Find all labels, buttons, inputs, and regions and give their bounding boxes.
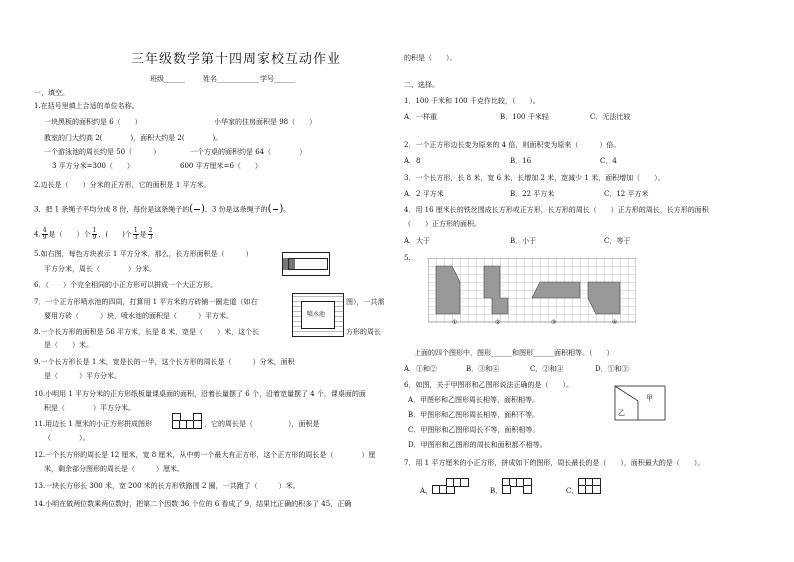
q1-1f: 3 平方分米=300（ ） <box>52 162 134 170</box>
q1-14b: 的积是（ ）。 <box>404 54 457 62</box>
q1-4 <box>34 228 154 241</box>
shape-label-2: ② <box>495 319 501 326</box>
section2-heading: 二、选择。 <box>404 81 439 89</box>
q2-5: 5. <box>404 254 411 262</box>
pool-center <box>301 301 335 329</box>
q1-7a: 7．一个正方形喷水池的四周，打算用 1 平方米的方砖铺一圈走道（如右 <box>34 298 258 306</box>
pool-figure <box>292 293 344 337</box>
q1-8b: 方形的周长 <box>346 328 381 336</box>
q1-14a: 14.小明在做两位数乘两位数时，把第二个因数 36 个位的 6 看成了 9，结果比正确的积多了 45，正确 <box>34 500 352 508</box>
class-field: 班级______ <box>150 75 185 83</box>
q1-4-text-c: ，( )个 <box>98 230 132 239</box>
q2-1-option-b: B．100 千米轻 <box>500 113 549 121</box>
q1-9a: 9.一个长方形长是 1 米，宽是长的一半，这个长方形的周长是（ ）分米，面积 <box>34 358 295 366</box>
q2-6-option-d: D．甲图形和乙图形的周长和面积都不相等。 <box>408 441 547 449</box>
q1-3-text-a: 3．把 1 条绳子平均分成 8 份，每份是这条绳子的 <box>34 205 190 214</box>
q2-5-option-d: D．①和③ <box>595 365 629 373</box>
inner-rectangle <box>288 258 328 270</box>
shape-label-1: ① <box>452 319 458 326</box>
shape-label-3: ③ <box>551 319 557 326</box>
q1-8a: 8.一个长方形的面积是 56 平方米，长是 8 米，宽是（ ）米，这个长 <box>34 328 259 336</box>
shape-3 <box>532 282 580 298</box>
shapes-grid-figure <box>428 258 636 326</box>
paren-open: ( <box>189 203 194 215</box>
q2-3: 3．一个长方形，长 8 米，宽 6 米，长增加 2 米，宽减少 1 米，面积增加（ ）。 <box>404 174 665 182</box>
q1-10b: 积是（ ）平方分米。 <box>44 404 135 412</box>
rectangle-figure <box>282 252 330 276</box>
fraction-blank-1 <box>194 203 200 216</box>
q2-3-option-c: C．12 平方米 <box>604 190 649 198</box>
q1-1b: 小华家的住房面积是 98（ ） <box>214 118 317 126</box>
q1-1g: 600 平方厘米=6（ ） <box>180 162 262 170</box>
q1-9b: 是（ ）平方分米。 <box>44 372 121 380</box>
q2-4-option-c: C．等于 <box>604 237 631 245</box>
q1-11b: ，它的周长是（ ），面积是 <box>204 420 320 428</box>
q1-10a: 10.小明用 1 平方分米的正方形纸板量课桌面的面积，沿着长量摆了 6 个，沿着宽量摆了 4 个，课桌面的面 <box>34 390 366 398</box>
q1-1c: 教室的门大约高 2( )，面积大约是 2( )。 <box>44 134 223 142</box>
q1-3 <box>34 203 290 216</box>
student-id-field: 学号______ <box>260 75 295 83</box>
q1-12a: 12.一个长方形的周长是 12 厘米，宽 8 厘米，从中剪一个最大有正方形，这个正方形的周长是（ ）厘 <box>34 451 376 459</box>
fraction-1-3: $\frac{1}{3}$ <box>133 227 138 241</box>
q1-1a: 一块黑板的面积约是 6（ ） <box>44 118 142 126</box>
q1-6: 6．（ ）个完全相同的小正方形可以拼成一个大正方形。 <box>34 281 217 289</box>
q2-2-option-c: C．4 <box>600 157 617 165</box>
q2-7: 7．用 1 平方厘米的小正方形，拼成如下的图形，周长最长的是（ ），面积最大的是（ ）。 <box>404 459 705 467</box>
q1-3-text-b: ，3 份是这条绳子的 <box>204 205 268 214</box>
q1-11a: 11.用边长 1 厘米的小正方形拼成图形 <box>34 420 153 428</box>
q2-2-option-b: B．16 <box>510 157 532 165</box>
q2-3-option-b: B．22 平方米 <box>510 190 555 198</box>
paren-close: ) <box>279 203 284 215</box>
q1-1: 1.在括号里填上合适的单位名称。 <box>34 102 139 110</box>
q1-5a: 5.如右图，每色方块表示 1 平方分米，那么，长方形面积是（ ） <box>34 250 253 258</box>
q2-4-option-b: B．小于 <box>510 237 537 245</box>
paren-close: ) <box>201 203 205 215</box>
page-title: 三年级数学第十四周家校互动作业 <box>131 52 342 67</box>
q1-1e: 一个方桌的面积约是 64（ ） <box>190 148 307 156</box>
fraction-2-3: $\frac{2}{3}$ <box>148 227 153 241</box>
q2-7-option-b: B、 <box>490 487 503 495</box>
q2-5-option-b: B．③和④ <box>466 365 500 373</box>
pool-label: 喷水池 <box>307 311 326 318</box>
q1-5b: 平方分米，周长（ ）分米。 <box>44 265 156 273</box>
shape-label-4: ④ <box>612 319 618 326</box>
q2-4a: 4．用 16 厘米长的铁丝围成长方形或正方形，长方形的周长（ ）正方形的周长，长方形的面积 <box>404 206 709 214</box>
q2-2: 2．一个正方形边长变为原来的 4 倍，则面积变为原来（ ）倍。 <box>404 141 621 149</box>
fraction-blank-2 <box>273 203 279 216</box>
paren-open: ( <box>267 203 272 215</box>
q1-1d: 一个游泳池的周长约是 50（ ） <box>44 148 161 156</box>
q2-1: 1．100 千米和 100 千克作比较，（ ）。 <box>404 97 540 105</box>
q2-6-option-a: A．甲图形和乙图形周长相等，面积相等。 <box>408 396 540 404</box>
q2-6-option-c: C．甲图形和乙图形周长不等，面积相等。 <box>408 426 540 434</box>
q1-7b: 图），一共需 <box>346 298 385 306</box>
q1-12b: 米，剩余部分图形的周长是（ ）厘米。 <box>44 465 184 473</box>
fraction-1-9: $\frac{1}{9}$ <box>92 227 97 241</box>
q2-7-option-c: C、 <box>566 487 579 495</box>
q1-8c: 是（ ）米。 <box>44 341 93 349</box>
name-field: 姓名____________ <box>203 75 259 83</box>
q2-4-option-a: A．大于 <box>404 237 431 245</box>
q1-4-text-d: 是 <box>139 230 147 239</box>
q1-4-text-b: 是（ ）个 <box>48 230 91 239</box>
q2-2-option-a: A．8 <box>404 157 421 165</box>
q2-4b: （ ）正方形的面积。 <box>404 220 481 228</box>
q1-11c: （ ）。 <box>44 434 90 442</box>
q2-3-option-a: A．2 平方米 <box>404 190 444 198</box>
fraction-4-9: $\frac{4}{9}$ <box>42 227 47 241</box>
q1-2: 2.边长是（ ）分米的正方形，它的面积是 1 平方米。 <box>34 181 211 189</box>
q2-5-option-c: C．②和④ <box>530 365 564 373</box>
q2-6: 6．如图，关于甲图形和乙图形说法正确的是（ ）。 <box>404 381 573 389</box>
q2-5-text: 上面的四个图形中，图形______和图形______面积相等。（ ） <box>414 349 614 357</box>
q1-7c: 要用方砖（ ）块，喷水池的面积是（ ）平方米。 <box>44 312 233 320</box>
label-jia: 甲 <box>646 394 653 402</box>
q1-3-text-c: 。 <box>283 205 291 214</box>
q2-1-option-c: C．无法比较 <box>590 113 631 121</box>
q1-13: 13.一块长方形长 300 米，宽 200 米的长方形铁路围 2 圈，一共跑了（ ）米。 <box>34 482 300 490</box>
q2-1-option-a: A．一样重 <box>404 113 438 121</box>
q1-4-num: 4. <box>34 230 41 239</box>
q2-5-option-a: A．①和② <box>404 365 438 373</box>
q2-6-option-b: B．甲图形和乙图形周长相等，面积不等。 <box>408 411 540 419</box>
section1-heading: 一、填空。 <box>34 89 69 97</box>
label-yi: 乙 <box>618 409 625 417</box>
q2-7-option-a: A、 <box>420 487 433 495</box>
